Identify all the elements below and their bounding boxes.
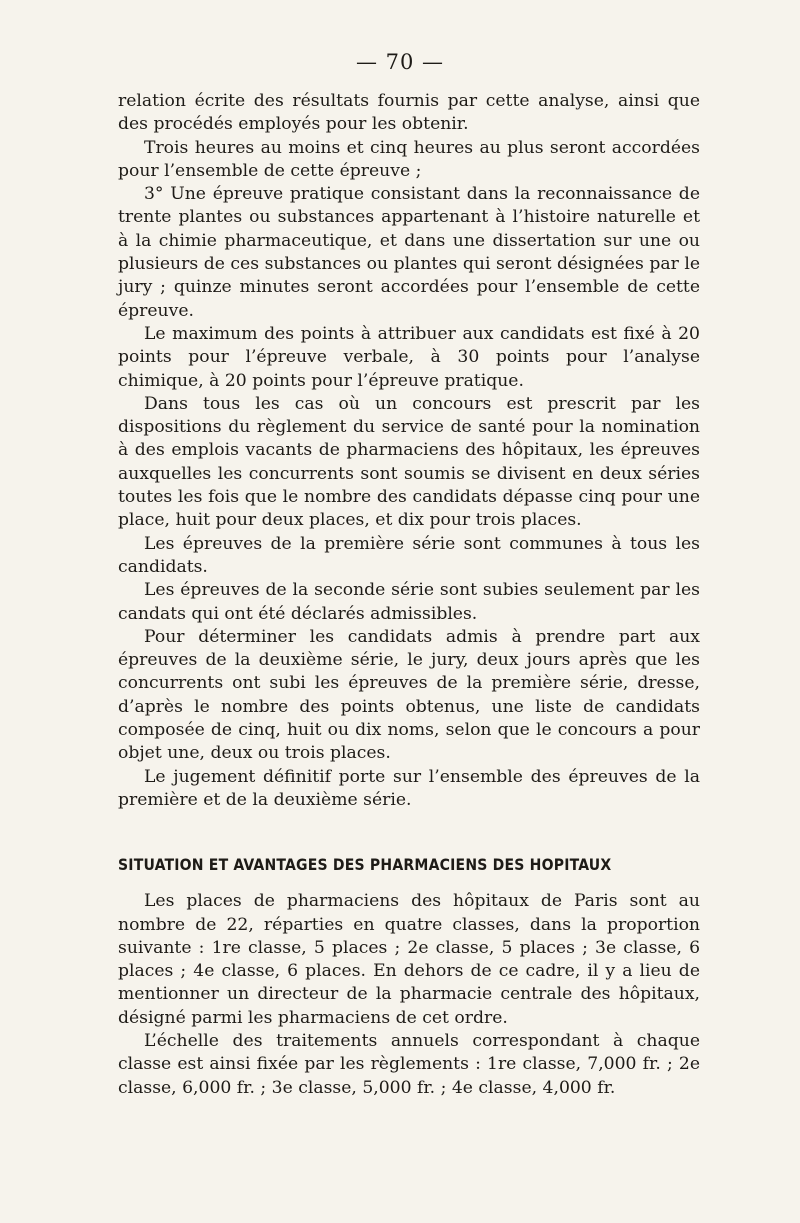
- paragraph-analysis-report: relation écrite des résultats fournis par cette analyse, ainsi que des procédés employés pour les obtenir.: [118, 91, 700, 135]
- paragraph-practical-test: 3° Une épreuve pratique consistant dans la reconnaissance de trente plantes ou substances appartenant à l’histoire naturelle et à la chimie pharmaceutique, et dans une dissertation sur une ou plusieurs de ces substances ou plantes qui seront désignées par le jury ; quinze minutes seront accordées pour l’ensemble de cette épreuve.: [118, 184, 700, 321]
- paragraph-two-series: Dans tous les cas où un concours est prescrit par les dispositions du règlement du service de santé pour la nomination à des emplois vacants de pharmaciens des hôpitaux, les épreuves auxquelles les concurrents sont soumis se divisent en deux séries toutes les fois que le nombre des candidats dépasse cinq pour une place, huit pour deux places, et dix pour trois places.: [118, 393, 700, 531]
- page-body: [118, 90, 700, 1100]
- paragraph-salary-scale: L’échelle des traitements annuels correspondant à chaque classe est ainsi fixée par les règlements : 1re classe, 7,000 fr. ; 2e classe, 6,000 fr. ; 3e classe, 5,000 fr. ; 4e classe, 4,000 fr.: [118, 1030, 700, 1098]
- section-heading: SITUATION ET AVANTAGES DES PHARMACIENS DES HOPITAUX: [118, 856, 612, 875]
- paragraph-admission-list: Pour déterminer les candidats admis à prendre part aux épreuves de la deuxième série, le jury, deux jours après que les concurrents ont subi les épreuves de la première série, dresse, d’après le nombre des points obtenus, une liste de candidats composée de cinq, huit ou dix noms, selon que le concours a pour objet une, deux ou trois places.: [118, 626, 700, 764]
- paragraph-first-series: Les épreuves de la première série sont communes à tous les candidats.: [118, 533, 700, 577]
- paragraph-pharmacist-places: Les places de pharmaciens des hôpitaux de Paris sont au nombre de 22, réparties en quatre classes, dans la proportion suivante : 1re classe, 5 places ; 2e classe, 5 places ; 3e classe, 6 places ; 4e classe, 6 places. En dehors de ce cadre, il y a lieu de mentionner un directeur de la pharmacie centrale des hôpitaux, désigné parmi les pharmaciens de cet ordre.: [118, 891, 700, 1028]
- paragraph-maximum-points: Le maximum des points à attribuer aux candidats est fixé à 20 points pour l’épreuve verbale, à 30 points pour l’analyse chimique, à 20 points pour l’épreuve pratique.: [118, 323, 700, 391]
- paragraph-duration: Trois heures au moins et cinq heures au plus seront accordées pour l’ensemble de cette épreuve ;: [118, 137, 700, 181]
- page-number: — 70 —: [355, 50, 445, 74]
- paragraph-second-series: Les épreuves de la seconde série sont subies seulement par les candats qui ont été déclarés admissibles.: [118, 580, 700, 624]
- paragraph-final-judgment: Le jugement définitif porte sur l’ensemble des épreuves de la première et de la deuxième série.: [118, 766, 700, 810]
